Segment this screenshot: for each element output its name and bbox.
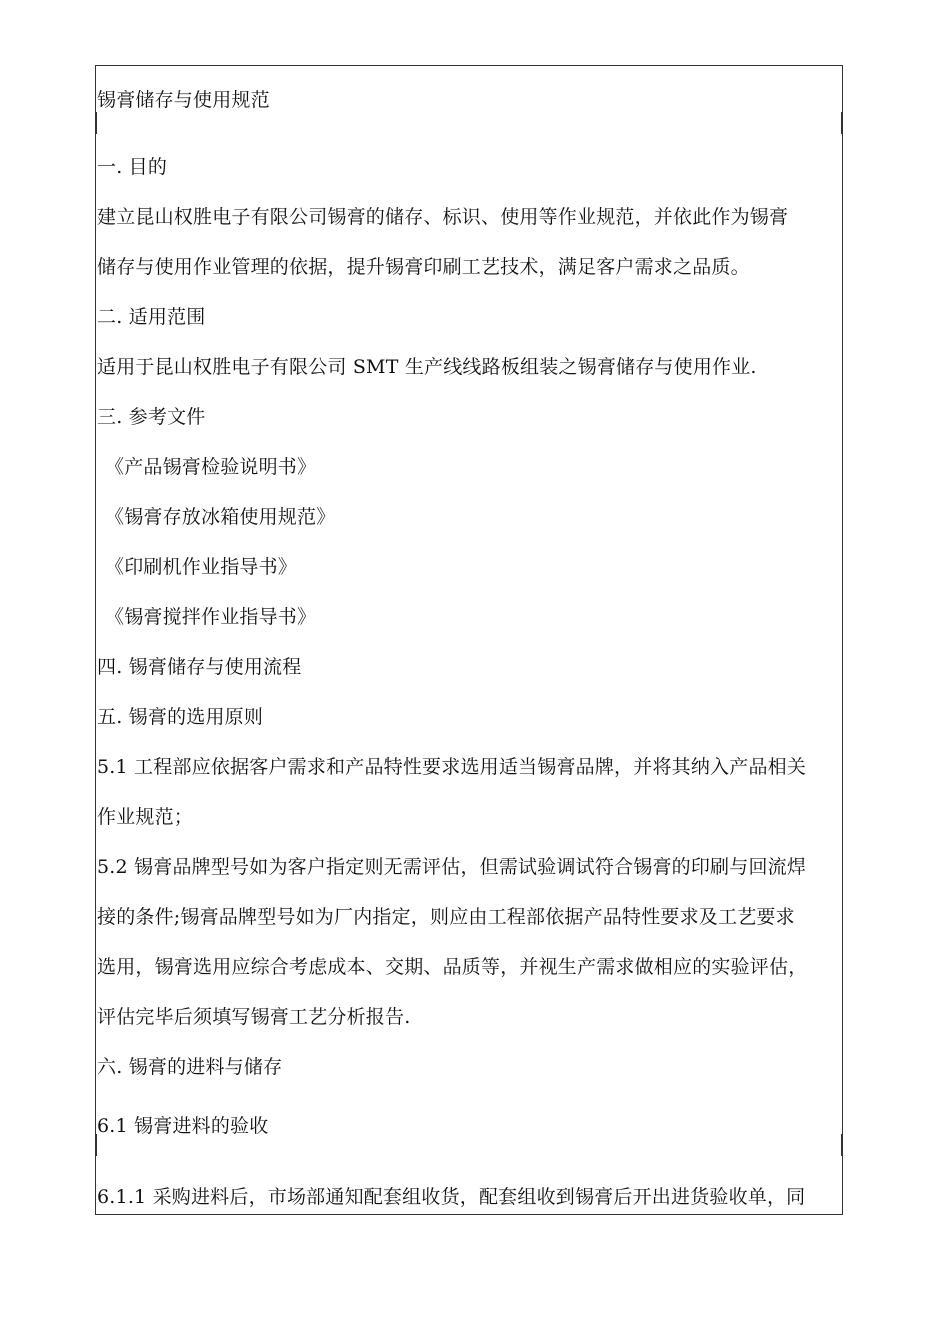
section-heading-selection: 五. 锡膏的选用原则 [97, 706, 264, 728]
subsection-heading: 6.1 锡膏进料的验收 [97, 1115, 269, 1137]
paragraph-line: 5.1 工程部应依据客户需求和产品特性要求选用适当锡膏品牌，并将其纳入产品相关 [97, 756, 807, 778]
section-heading-purpose: 一. 目的 [97, 156, 168, 178]
paragraph-line: 6.1.1 采购进料后，市场部通知配套组收货，配套组收到锡膏后开出进货验收单，同 [97, 1186, 806, 1208]
reference-item: 《锡膏存放冰箱使用规范》 [105, 506, 336, 528]
paragraph-line: 作业规范； [97, 806, 194, 828]
reference-item: 《印刷机作业指导书》 [105, 556, 298, 578]
section-heading-references: 三. 参考文件 [97, 406, 206, 428]
frame-divider-mark [841, 112, 843, 134]
paragraph-line: 选用，锡膏选用应综合考虑成本、交期、品质等，并视生产需求做相应的实验评估， [97, 956, 808, 978]
frame-divider-mark [841, 1134, 843, 1156]
paragraph-line: 评估完毕后须填写锡膏工艺分析报告. [97, 1006, 411, 1028]
section-heading-flow: 四. 锡膏储存与使用流程 [97, 656, 302, 678]
reference-item: 《产品锡膏检验说明书》 [105, 456, 317, 478]
frame-divider-mark [95, 112, 97, 134]
section-heading-incoming-storage: 六. 锡膏的进料与储存 [97, 1056, 283, 1078]
paragraph-line: 适用于昆山权胜电子有限公司 SMT 生产线线路板组装之锡膏储存与使用作业. [97, 356, 757, 378]
paragraph-line: 5.2 锡膏品牌型号如为客户指定则无需评估，但需试验调试符合锡膏的印刷与回流焊 [97, 856, 807, 878]
document-title: 锡膏储存与使用规范 [97, 89, 270, 111]
section-heading-scope: 二. 适用范围 [97, 306, 206, 328]
reference-item: 《锡膏搅拌作业指导书》 [105, 606, 317, 628]
paragraph-line: 建立昆山权胜电子有限公司锡膏的储存、标识、使用等作业规范，并依此作为锡膏 [97, 206, 789, 228]
paragraph-line: 储存与使用作业管理的依据，提升锡膏印刷工艺技术，满足客户需求之品质。 [97, 256, 750, 278]
paragraph-line: 接的条件;锡膏品牌型号如为厂内指定，则应由工程部依据产品特性要求及工艺要求 [97, 906, 795, 928]
document-frame [95, 65, 843, 1215]
